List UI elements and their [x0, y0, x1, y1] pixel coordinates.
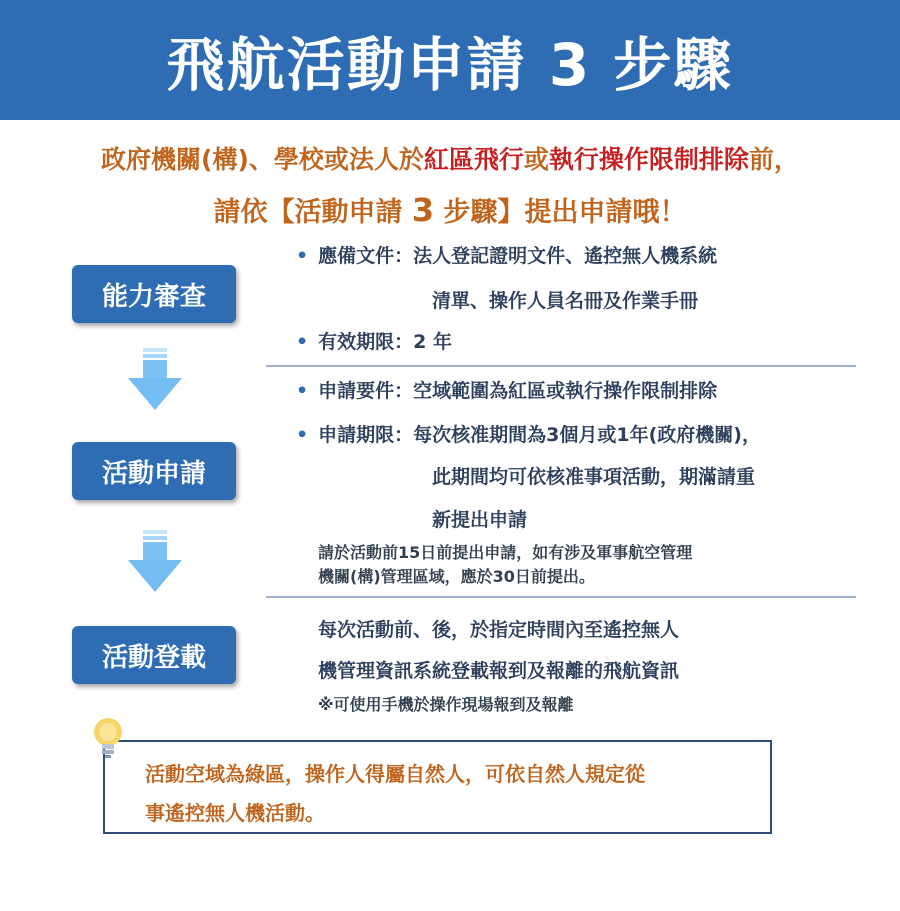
intro-text: 步驟】提出申請哦！ [434, 197, 687, 228]
registration-line-1: 每次活動前、後，於指定時間內至遙控無人 [318, 619, 680, 641]
validity-row [296, 327, 452, 354]
down-arrow-icon [128, 530, 182, 592]
step-capability-review [72, 265, 236, 323]
period-continuation-2: 新提出申請 [432, 509, 528, 531]
registration-line-2: 機管理資訊系統登載報到及報離的飛航資訊 [318, 660, 680, 682]
intro-line-1 [0, 140, 900, 176]
intro-text: 政府機關(構)、學校或法人於 [101, 145, 424, 174]
period-row [296, 420, 761, 447]
tip-line-2: 事遙控無人機活動。 [145, 801, 325, 825]
period-value: 每次核准期間為3個月或1年(政府機關)， [413, 424, 761, 446]
intro-highlight-red-zone: 紅區飛行 [423, 145, 524, 174]
requirement-row [296, 376, 717, 403]
page-title: 飛航活動申請 3 步驟 [166, 31, 734, 99]
docs-row [296, 241, 717, 268]
step-activity-registration [72, 626, 236, 684]
validity-label: 有效期限： [318, 331, 414, 353]
bullet-dot: • [296, 380, 309, 402]
tip-box [103, 740, 772, 834]
step-label: 活動登載 [101, 642, 206, 673]
step-label: 活動申請 [101, 458, 206, 489]
down-arrow-icon [128, 348, 182, 410]
docs-value: 法人登記證明文件、遙控無人機系統 [413, 245, 718, 267]
intro-line-2 [0, 190, 900, 229]
period-label: 申請期限： [318, 424, 414, 446]
docs-label: 應備文件： [318, 245, 414, 267]
intro-text: 前， [748, 145, 799, 174]
bullet-dot: • [296, 331, 309, 353]
requirement-label: 申請要件： [318, 380, 414, 402]
lightbulb-icon [92, 716, 128, 762]
requirement-value: 空域範圍為紅區或執行操作限制排除 [413, 380, 718, 402]
bullet-dot: • [296, 245, 309, 267]
intro-text: 請依【活動申請 [213, 197, 412, 228]
step-label: 能力審查 [101, 281, 206, 312]
title-banner [0, 0, 900, 120]
deadline-note-1: 請於活動前15日前提出申請，如有涉及軍事航空管理 [318, 543, 693, 562]
tip-line-1: 活動空域為綠區，操作人得屬自然人，可依自然人規定從 [145, 762, 645, 786]
intro-step-count: 3 [411, 191, 435, 229]
section-divider [266, 365, 856, 367]
step-activity-application [72, 442, 236, 500]
docs-continuation: 清單、操作人員名冊及作業手冊 [432, 290, 699, 312]
bullet-dot: • [296, 424, 309, 446]
section-divider [266, 596, 856, 598]
intro-text: 或 [523, 145, 549, 174]
validity-value: 2 年 [413, 331, 453, 353]
registration-note: ※可使用手機於操作現場報到及報離 [318, 695, 574, 714]
deadline-note-2: 機關(構)管理區域，應於30日前提出。 [318, 567, 595, 586]
period-continuation-1: 此期間均可依核准事項活動，期滿請重 [432, 466, 756, 488]
intro-highlight-exemption: 執行操作限制排除 [548, 145, 749, 174]
